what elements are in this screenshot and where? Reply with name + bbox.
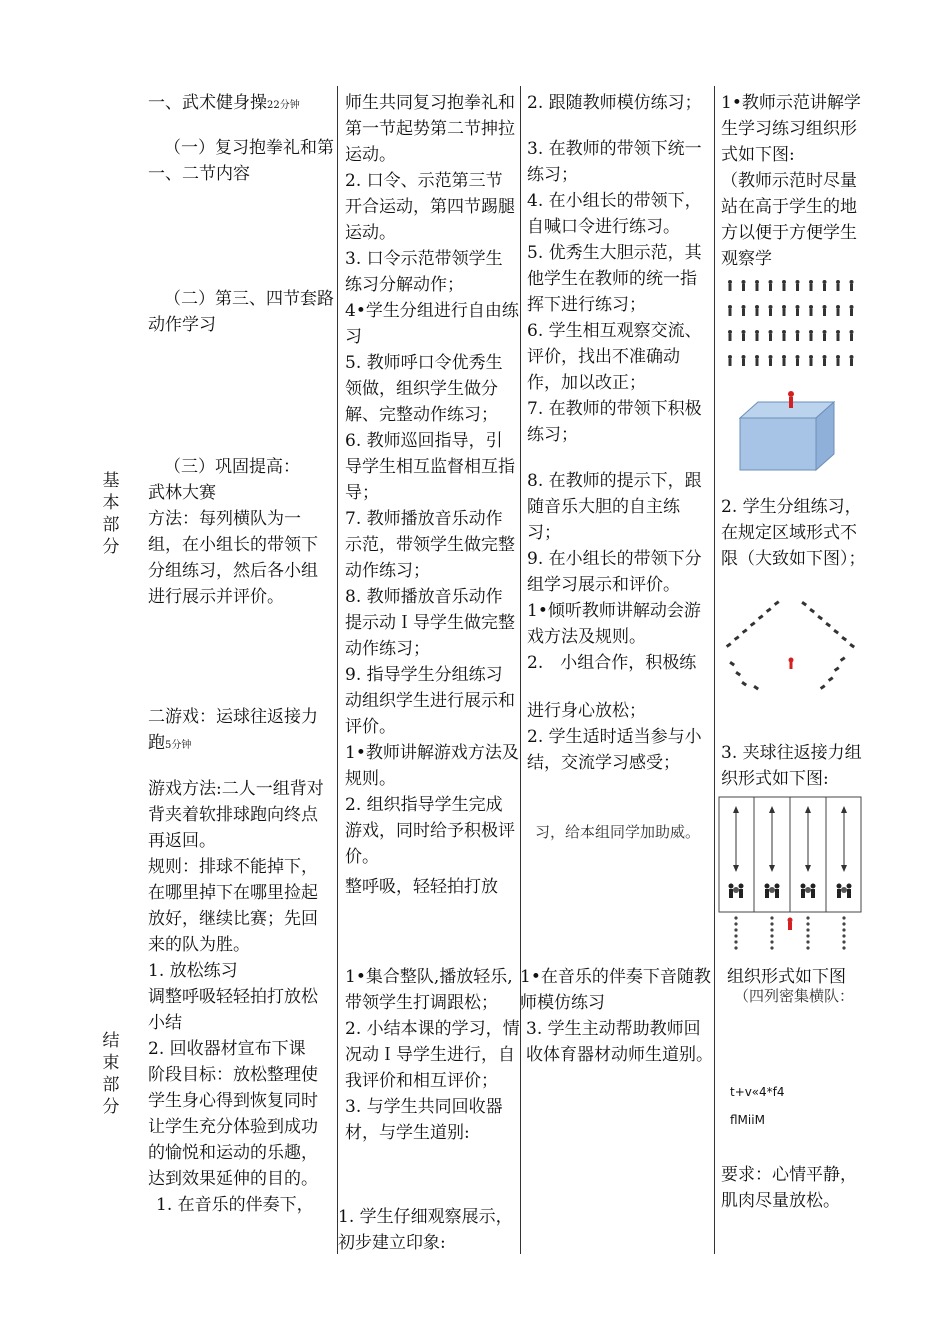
- student-step-3: 3. 在教师的带领下统一练习；: [527, 139, 702, 185]
- teacher-icon: [788, 918, 793, 931]
- game-title: 二游戏：运球往返接力跑5分钟: [148, 707, 318, 753]
- formation-rows-figure: [724, 276, 864, 372]
- column-content: [148, 135, 334, 187]
- queue-student: [734, 916, 737, 919]
- student-step-4: 4. 在小组长的带领下，自喊口令进行练习。: [527, 191, 702, 237]
- student-end-1: 1•在音乐的伴奏下音随教师模仿练习: [520, 967, 711, 1013]
- column-content: [148, 90, 334, 119]
- column-divider: [714, 86, 715, 1254]
- queue-student: [770, 928, 773, 931]
- student-figure: [809, 330, 813, 341]
- column-content: [527, 136, 713, 448]
- student-figure: [769, 330, 773, 341]
- wushu-title: 一、武术健身操22分钟: [148, 93, 300, 113]
- column-content: [527, 90, 713, 116]
- student-figure: [850, 330, 854, 341]
- teacher-end-1: 1•集合整队,播放轻乐,带领学生打调跟松；: [345, 967, 513, 1013]
- student-figure: [836, 280, 840, 291]
- student-figure: [850, 280, 854, 291]
- teacher-breath: 整呼吸，轻轻拍打放: [345, 877, 498, 897]
- queue-student: [770, 916, 773, 919]
- column-content: [345, 964, 521, 1146]
- student-figure: [836, 355, 840, 366]
- student-figure: [823, 355, 827, 366]
- student-figure: [728, 280, 732, 291]
- queue-student: [842, 916, 845, 919]
- student-game-2: 2. 小组合作，积极练: [527, 653, 697, 673]
- student-figure: [742, 305, 746, 316]
- sub-consolidate: （三）巩固提高：: [164, 457, 300, 477]
- queue-student: [806, 934, 809, 937]
- student-figure: [782, 355, 786, 366]
- column-content: [148, 704, 334, 759]
- student-step-7: 7. 在教师的带领下积极练习；: [527, 399, 702, 445]
- requirement-text: 要求：心情平静，肌肉尽量放松。: [721, 1165, 857, 1211]
- game-method: 游戏方法:二人一组背对背夹着软排球跑向终点再返回。: [148, 779, 324, 851]
- org-text-1b: （教师示范时尽量站在高于学生的地方以便于方便学生观察学: [721, 171, 857, 269]
- student-figure: [782, 305, 786, 316]
- queue-student: [842, 922, 845, 925]
- queue-student: [734, 946, 737, 949]
- student-figure: [850, 355, 854, 366]
- teacher-step-9: 9. 指导学生分组练习动组织学生进行展示和评价。: [345, 665, 515, 737]
- column-content: [535, 823, 711, 856]
- section-basic-label: 基本部分: [102, 471, 120, 557]
- column-content: [527, 468, 713, 676]
- queue-student: [770, 922, 773, 925]
- game-rule: 规则：排球不能掉下，在哪里掉下在哪里捡起放好，继续比赛；先回来的队为胜。: [148, 857, 318, 955]
- relay-lanes-figure: [718, 796, 864, 956]
- student-step-8: 8. 在教师的提示下，跟随音乐大胆的自主练习；: [527, 471, 702, 543]
- free-formation-figure: [720, 600, 866, 696]
- teacher-step-6: 6. 教师巡回指导，引导学生相互监督相互指导；: [345, 431, 515, 503]
- column-content: [721, 1162, 871, 1212]
- queue-student: [806, 946, 809, 949]
- music-item: 1. 在音乐的伴奏下，: [156, 1195, 314, 1215]
- teacher-game-2: 2. 组织指导学生完成游戏，同时给予积极评价。: [345, 795, 515, 867]
- queue-student: [806, 928, 809, 931]
- column-content: [345, 90, 519, 870]
- queue-student: [734, 928, 737, 931]
- teacher-step-5: 5. 教师呼口令优秀生领做，组织学生做分解、完整动作练习；: [345, 353, 503, 425]
- column-content: [345, 874, 519, 900]
- formation-code-1: t+v«4*f4: [730, 1085, 785, 1099]
- student-figure: [796, 280, 800, 291]
- org-text-3: 3. 夹球往返接力组织形式如下图:: [721, 743, 862, 789]
- queue-student: [806, 940, 809, 943]
- org-text-1: 1•教师示范讲解学生学习练习组织形式如下图:: [721, 93, 861, 165]
- org-text-2: 2. 学生分组练习，在规定区域形式不限（大致如下图）；: [721, 497, 866, 569]
- student-figure: [836, 330, 840, 341]
- column-content: [721, 494, 871, 572]
- method-text: 方法：每列横队为一组，在小组长的带领下分组练习，然后各小组进行展示并评价。: [148, 509, 318, 607]
- student-end-3: 3. 学生主动帮助教师回收体育器材动师生道别。: [526, 1019, 713, 1065]
- org-text-4: 组织形式如下图: [727, 967, 846, 987]
- student-figure: [823, 305, 827, 316]
- queue-student: [734, 934, 737, 937]
- column-content: [148, 454, 334, 610]
- queue-student: [806, 916, 809, 919]
- platform-front: [740, 418, 816, 470]
- column-content: [721, 90, 871, 269]
- student-figure: [809, 280, 813, 291]
- student-figure: [796, 330, 800, 341]
- student-figure: [769, 305, 773, 316]
- queue-student: [842, 946, 845, 949]
- student-figure: [755, 355, 759, 366]
- student-figure: [742, 355, 746, 366]
- student-game-1: 1•倾听教师讲解动会游戏方法及规则。: [527, 601, 701, 647]
- queue-student: [734, 922, 737, 925]
- teacher-game-1: 1•教师讲解游戏方法及规则。: [345, 743, 519, 789]
- sub-competition: 武林大赛: [148, 483, 216, 503]
- student-figure: [809, 305, 813, 316]
- teacher-step-1: 师生共同复习抱拳礼和第一节起势第二节抻拉运动。: [345, 93, 515, 165]
- teacher-step-2: 2. 口令、示范第三节开合运动，第四节踢腿运动。: [345, 171, 515, 243]
- student-figure: [742, 330, 746, 341]
- student-figure: [755, 305, 759, 316]
- queue-student: [842, 934, 845, 937]
- queue-student: [842, 928, 845, 931]
- column-content: [148, 286, 334, 338]
- student-figure: [796, 355, 800, 366]
- summary-item: 小结: [148, 1013, 182, 1033]
- column-content: [338, 1204, 528, 1256]
- student-figure: [728, 330, 732, 341]
- collect-item: 2. 回收器材宣布下课: [148, 1039, 306, 1059]
- student-figure: [823, 330, 827, 341]
- student-summary: 2. 学生适时适当参与小结，交流学习感受；: [527, 727, 702, 773]
- student-relax: 进行身心放松；: [527, 701, 646, 721]
- student-figure: [769, 280, 773, 291]
- relax-item: 1. 放松练习: [148, 961, 238, 981]
- teacher-end-3: 3. 与学生共同回收器材，与学生道别:: [345, 1097, 503, 1143]
- queue-student: [770, 946, 773, 949]
- queue-student: [770, 940, 773, 943]
- student-figure: [809, 355, 813, 366]
- teacher-step-7: 7. 教师播放音乐动作示范，带领学生做完整动作练习；: [345, 509, 515, 581]
- student-step-2: 2. 跟随教师模仿练习；: [527, 93, 702, 113]
- student-cheer: 习，给本组同学加助威。: [535, 823, 701, 841]
- student-figure: [742, 280, 746, 291]
- queue-student: [806, 922, 809, 925]
- student-figure: [769, 355, 773, 366]
- student-observe: 1. 学生仔细观察展示，初步建立印象:: [338, 1207, 513, 1253]
- student-step-5: 5. 优秀生大胆示范，其他学生在教师的统一指挥下进行练习；: [527, 243, 702, 315]
- teacher-step-8: 8. 教师播放音乐动作提示动Ｉ导学生做完整动作练习；: [345, 587, 515, 659]
- teacher-icon: [789, 658, 794, 670]
- student-step-6: 6. 学生相互观察交流、评价，找出不准确动作，加以改正；: [527, 321, 702, 393]
- student-figure: [796, 305, 800, 316]
- student-figure: [782, 280, 786, 291]
- org-text-4b: （四列密集横队：: [734, 987, 855, 1005]
- column-content: [148, 776, 334, 1218]
- student-step-9: 9. 在小组长的带领下分组学习展示和评价。: [527, 549, 702, 595]
- student-figure: [755, 280, 759, 291]
- column-content: [520, 964, 714, 1068]
- column-content: [734, 987, 874, 1010]
- queue-student: [770, 934, 773, 937]
- teacher-step-3: 3. 口令示范带领学生练习分解动作；: [345, 249, 503, 295]
- student-figure: [823, 280, 827, 291]
- section-ending-label: 结束部分: [102, 1031, 120, 1117]
- queue-student: [842, 940, 845, 943]
- goal-text: 阶段目标：放松整理使学生身心得到恢复同时让学生充分体验到成功的愉悦和运动的乐趣，达到效果延伸的目的。: [148, 1065, 318, 1189]
- student-figure: [728, 305, 732, 316]
- teacher-end-2: 2. 小结本课的学习，情况动Ｉ导学生进行，自我评价和相互评价；: [345, 1019, 520, 1091]
- column-content: [721, 740, 871, 792]
- student-figure: [850, 305, 854, 316]
- column-divider: [337, 86, 338, 1254]
- sub-review: （一）复习抱拳礼和第一、二节内容: [148, 138, 334, 184]
- student-figure: [836, 305, 840, 316]
- teacher-platform-figure: [736, 386, 840, 476]
- relax-detail: 调整呼吸轻轻拍打放松: [148, 987, 318, 1007]
- student-figure: [782, 330, 786, 341]
- sub-learn: （二）第三、四节套路动作学习: [148, 289, 334, 335]
- student-figure: [728, 355, 732, 366]
- formation-code-2: flMiiM: [730, 1113, 765, 1127]
- queue-student: [734, 940, 737, 943]
- student-figure: [755, 330, 759, 341]
- teacher-step-4: 4•学生分组进行自由练习: [345, 301, 519, 347]
- column-content: [527, 698, 713, 776]
